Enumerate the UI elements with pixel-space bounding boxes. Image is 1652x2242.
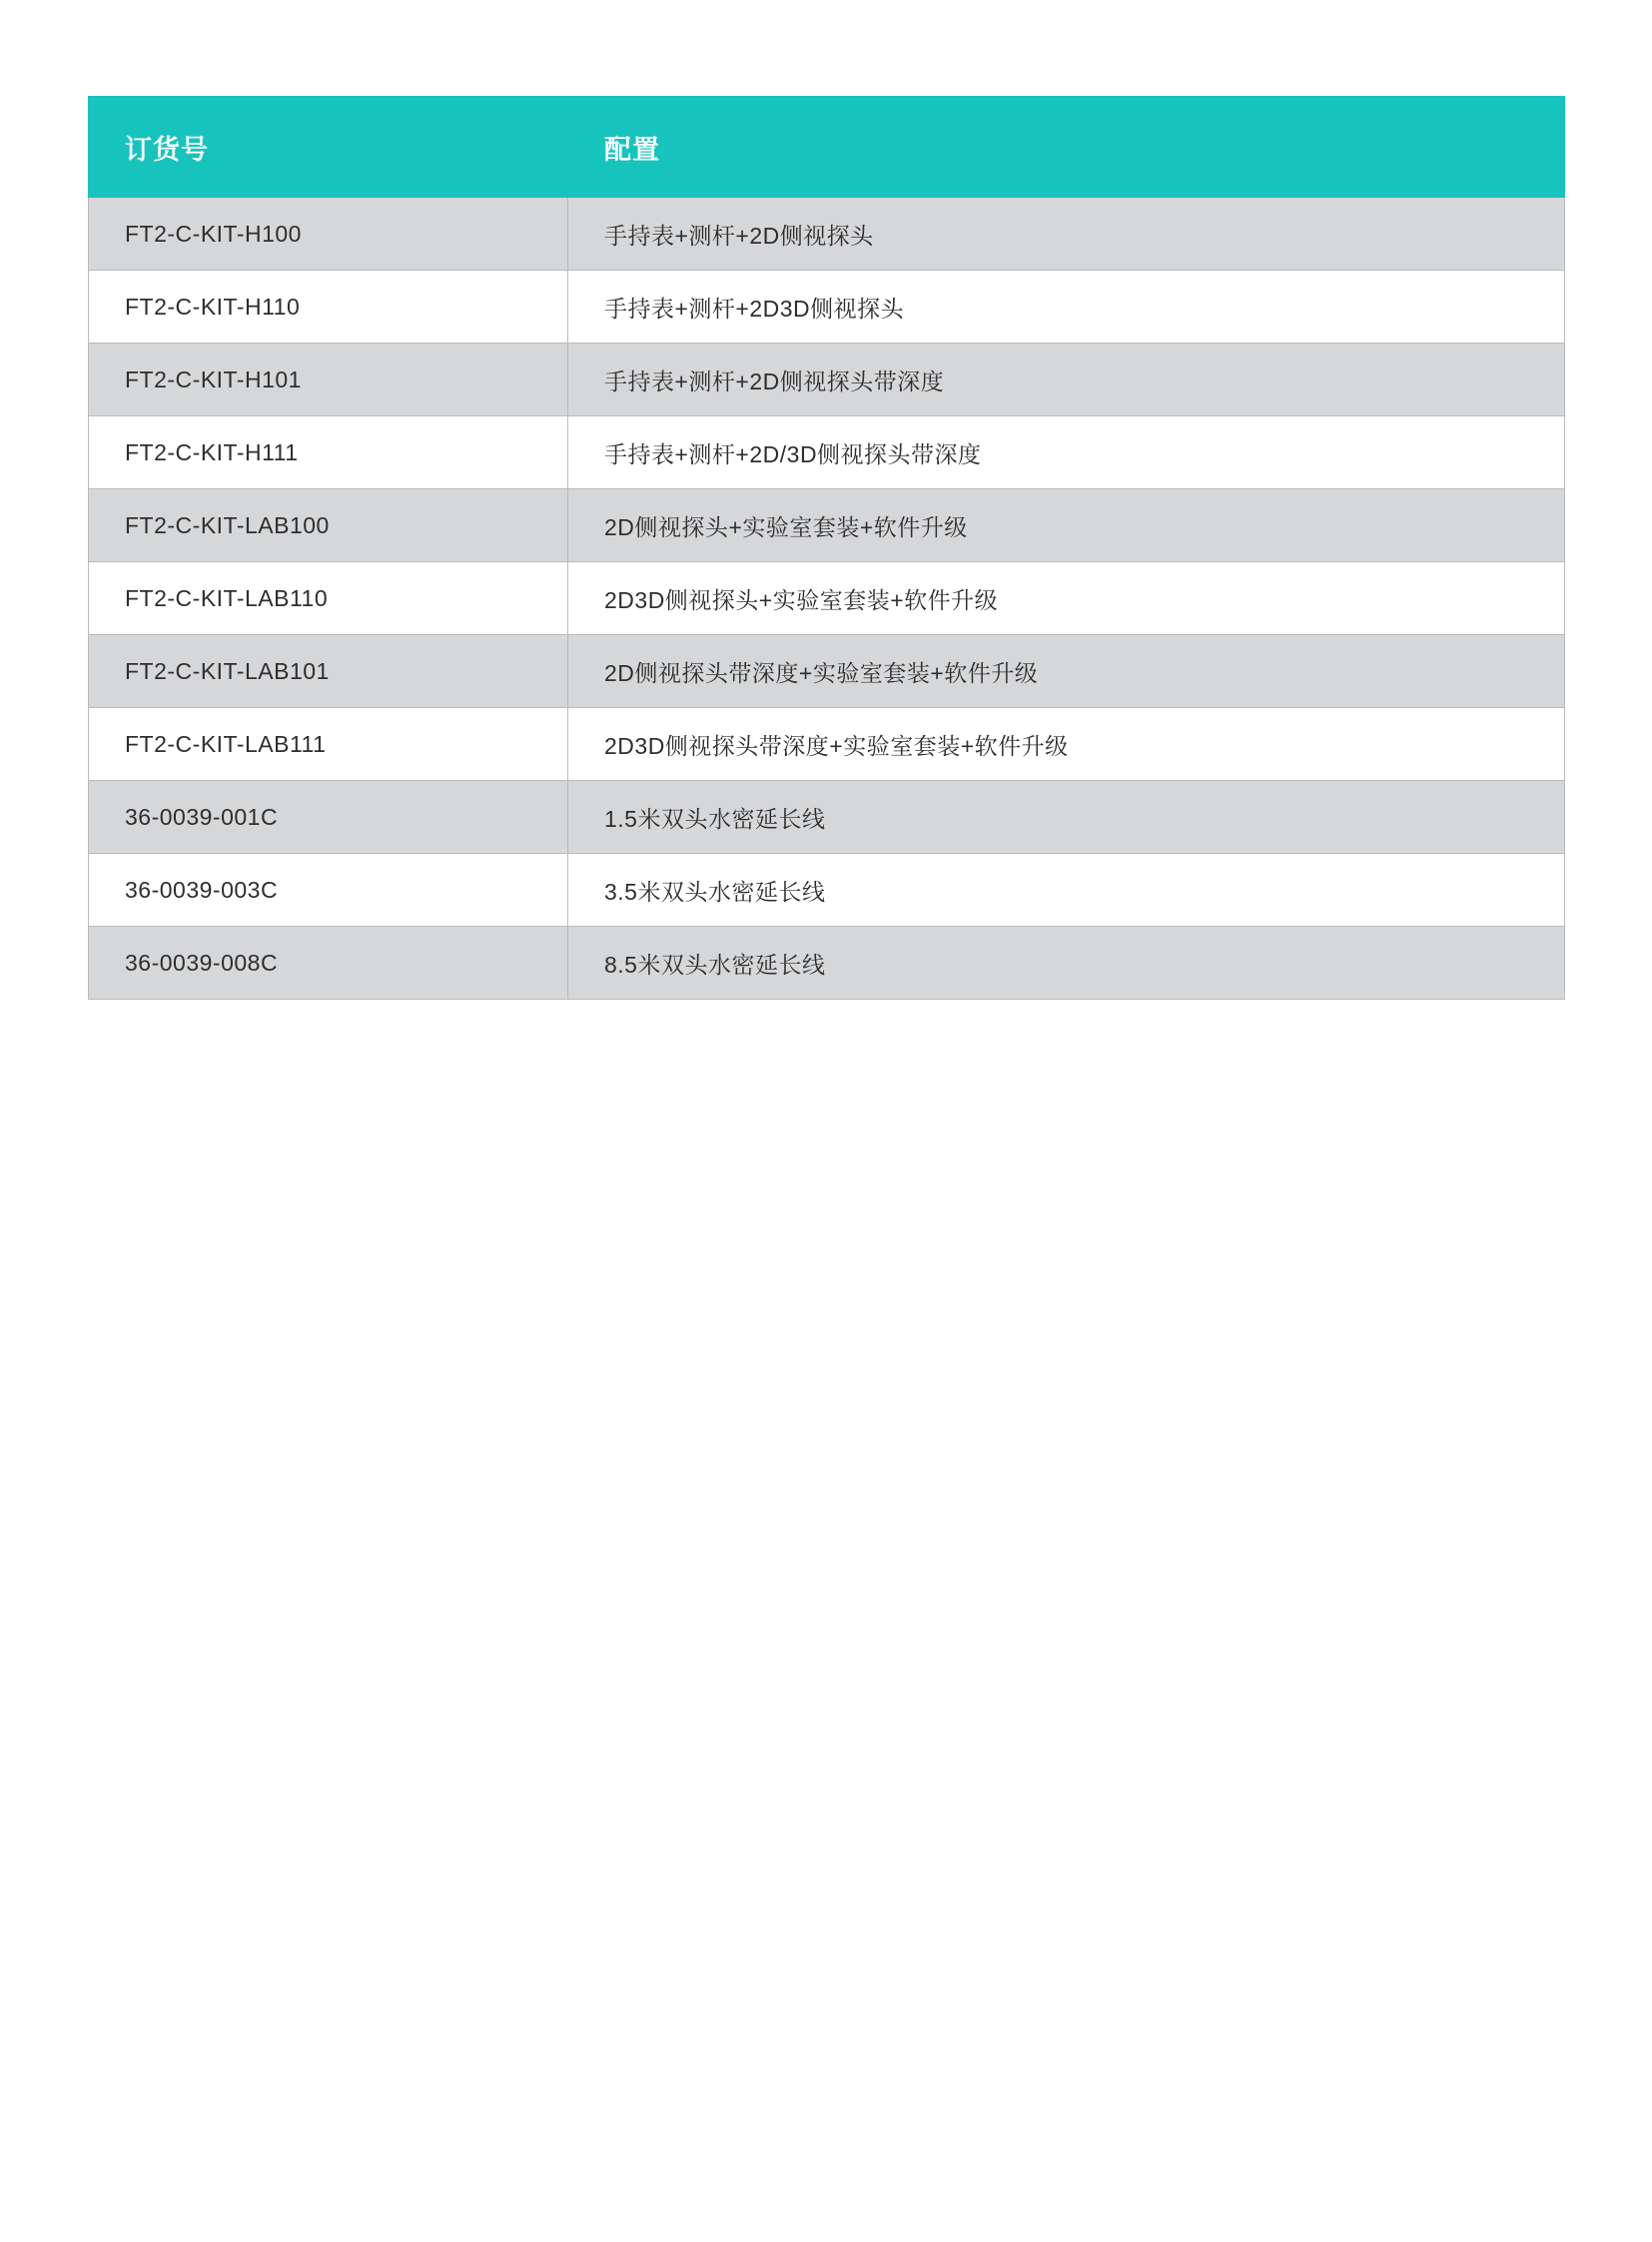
table-row — [89, 562, 1565, 635]
table-row — [89, 271, 1565, 344]
cell-order-number: FT2-C-KIT-H101 — [89, 344, 568, 416]
cell-order-number: FT2-C-KIT-H100 — [89, 198, 568, 271]
cell-configuration: 手持表+测杆+2D侧视探头带深度 — [568, 344, 1565, 416]
cell-configuration: 手持表+测杆+2D侧视探头 — [568, 198, 1565, 271]
cell-order-number: FT2-C-KIT-LAB100 — [89, 489, 568, 562]
table-row — [89, 489, 1565, 562]
table-row — [89, 781, 1565, 854]
ordering-information-table — [88, 96, 1565, 1000]
table-header-row — [89, 97, 1565, 198]
cell-configuration: 8.5米双头水密延长线 — [568, 927, 1565, 1000]
cell-configuration: 3.5米双头水密延长线 — [568, 854, 1565, 927]
cell-order-number: FT2-C-KIT-LAB110 — [89, 562, 568, 635]
table-row — [89, 927, 1565, 1000]
cell-configuration: 手持表+测杆+2D3D侧视探头 — [568, 271, 1565, 344]
cell-order-number: FT2-C-KIT-LAB111 — [89, 708, 568, 781]
cell-configuration: 2D3D侧视探头带深度+实验室套装+软件升级 — [568, 708, 1565, 781]
cell-order-number: 36-0039-003C — [89, 854, 568, 927]
table-body — [89, 198, 1565, 1000]
cell-order-number: 36-0039-001C — [89, 781, 568, 854]
cell-configuration: 1.5米双头水密延长线 — [568, 781, 1565, 854]
cell-order-number: 36-0039-008C — [89, 927, 568, 1000]
table-row — [89, 635, 1565, 708]
column-header-configuration: 配置 — [568, 97, 1565, 198]
cell-order-number: FT2-C-KIT-H111 — [89, 416, 568, 489]
table-row — [89, 708, 1565, 781]
table-row — [89, 198, 1565, 271]
cell-configuration: 2D侧视探头带深度+实验室套装+软件升级 — [568, 635, 1565, 708]
table-row — [89, 344, 1565, 416]
cell-order-number: FT2-C-KIT-H110 — [89, 271, 568, 344]
cell-configuration: 2D侧视探头+实验室套装+软件升级 — [568, 489, 1565, 562]
table-header — [89, 97, 1565, 198]
cell-configuration: 手持表+测杆+2D/3D侧视探头带深度 — [568, 416, 1565, 489]
table-row — [89, 416, 1565, 489]
table-row — [89, 854, 1565, 927]
ordering-information-table-container — [88, 96, 1564, 1000]
cell-order-number: FT2-C-KIT-LAB101 — [89, 635, 568, 708]
cell-configuration: 2D3D侧视探头+实验室套装+软件升级 — [568, 562, 1565, 635]
column-header-order-number: 订货号 — [89, 97, 568, 198]
